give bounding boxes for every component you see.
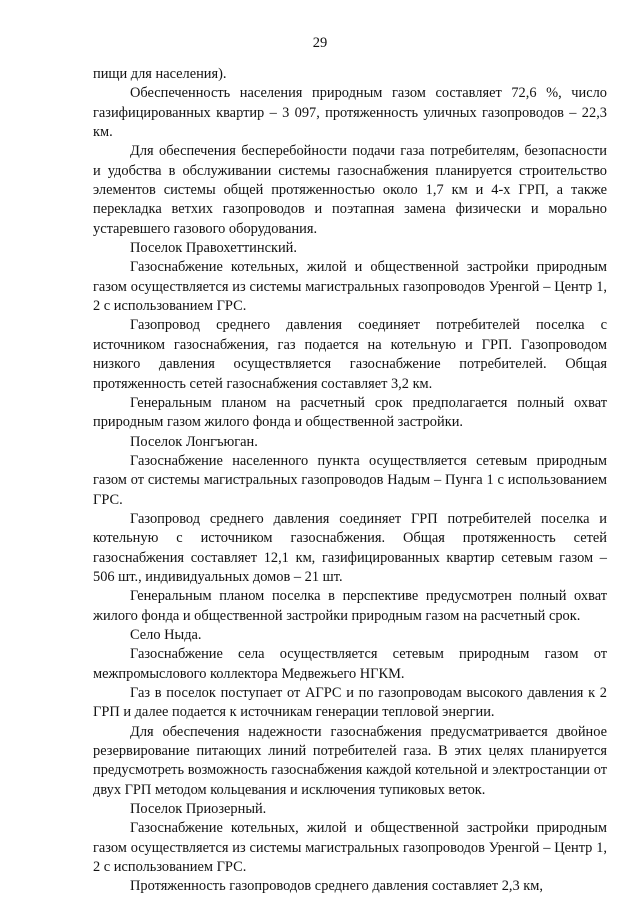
paragraph-17: Газоснабжение котельных, жилой и общественной застройки природным газом осуществляется из системы магистральных газопроводов Уренгой – Центр 1, 2 с использованием ГРС. <box>93 820 607 876</box>
section-heading-pravokhettinsky: Поселок Правохеттинский. <box>130 240 297 257</box>
paragraph-7: Генеральным планом на расчетный срок предполагается полный охват природным газом жилого фонда и общественной застройки. <box>93 394 607 431</box>
paragraph-13: Газоснабжение села осуществляется сетевым природным газом от межпромыслового коллектора Медвежьего НГКМ. <box>93 646 607 682</box>
paragraph-5: Газоснабжение котельных, жилой и общественной застройки природным газом осуществляется из системы магистральных газопроводов Уренгой – Центр 1, 2 с использованием ГРС. <box>93 259 607 315</box>
section-heading-longyugan: Поселок Лонгъюган. <box>130 433 258 450</box>
paragraph-14: Газ в поселок поступает от АГРС и по газопроводам высокого давления к 2 ГРП и далее подается к источникам генерации тепловой энергии. <box>93 685 607 721</box>
paragraph-15: Для обеспечения надежности газоснабжения предусматривается двойное резервирование питающих линий потребителей газа. В этих целях планируется предусмотреть возможность газоснабжения каждой котельной и электростанции от двух ГРП методом кольцевания и исключения тупиковых веток. <box>93 723 607 798</box>
paragraph-3: Для обеспечения бесперебойности подачи газа потребителям, безопасности и удобства в обслуживании системы газоснабжения планируется строительство элементов системы общей протяженностью около 1,7 км и 4-х ГРП, а также перекладка ветхих газопроводов и поэтапная замена физически и морально устаревшего газового оборудования. <box>93 143 607 237</box>
paragraph-11: Генеральным планом поселка в перспективе предусмотрен полный охват жилого фонда и общественной застройки природным газом на расчетный срок. <box>93 588 607 624</box>
section-heading-nyda: Село Ныда. <box>130 626 202 643</box>
section-heading-priozerny: Поселок Приозерный. <box>130 801 267 818</box>
document-body <box>93 65 607 897</box>
paragraph-9: Газоснабжение населенного пункта осуществляется сетевым природным газом от системы магистральных газопроводов Надым – Пунга 1 с использованием ГРС. <box>93 452 607 508</box>
paragraph-2: Обеспеченность населения природным газом составляет 72,6 %, число газифицированных квартир – 3 097, протяженность уличных газопроводов – 22,3 км. <box>93 85 607 141</box>
paragraph-1: пищи для населения). <box>93 66 227 82</box>
paragraph-10: Газопровод среднего давления соединяет ГРП потребителей поселка и котельную с источником газоснабжения. Общая протяженность сетей газоснабжения составляет 12,1 км, газифицированных квартир сетевым газом – 506 шт., индивидуальных домов – 21 шт. <box>93 510 607 585</box>
paragraph-18: Протяженность газопроводов среднего давления составляет 2,3 км, <box>130 878 543 895</box>
page-number: 29 <box>312 35 328 51</box>
paragraph-6: Газопровод среднего давления соединяет потребителей поселка с источником газоснабжения, газ подается на котельную и ГРП. Газопроводом низкого давления осуществляется газоснабжение потребителей. Общая протяженность сетей газоснабжения составляет 3,2 км. <box>93 317 607 392</box>
